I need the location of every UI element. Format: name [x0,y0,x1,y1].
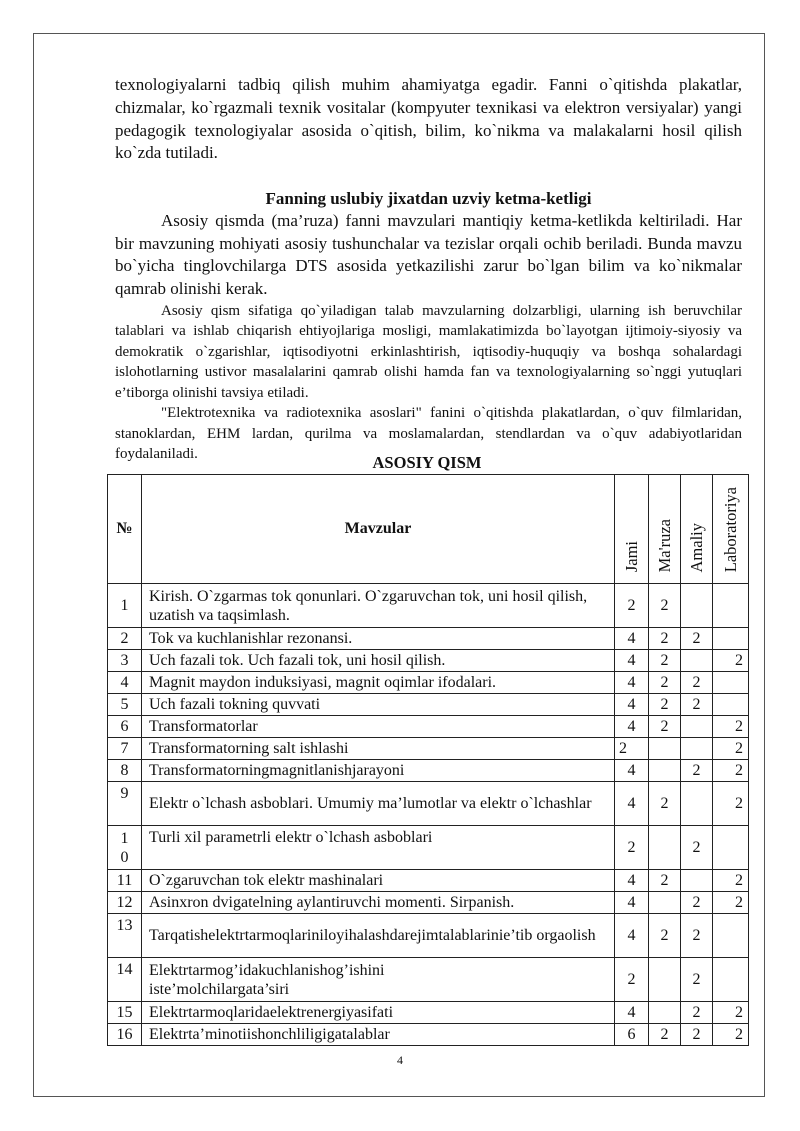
paragraph-asosiy-qismda: Asosiy qismda (ma’ruza) fanni mavzulari mantiqiy ketma-ketlikda keltiriladi. Har bir mavzuning mohiyati asosiy tushunchalar va tezislar orqali ochib beriladi. Bunda mavzu bo`yicha tinglovchilarga DTS asosida yetkazilishi zarur bo`lgan bilim va ko`nikmalar qamrab olinishi kerak. [115,211,742,298]
table-row [108,958,749,1002]
row-lecture [649,1002,681,1024]
page-text [115,74,742,465]
row-lab: 2 [713,782,749,826]
row-total: 4 [615,892,649,914]
header-lecture-cell [649,475,681,584]
row-no: 6 [108,716,142,738]
row-total: 2 [615,584,649,628]
row-total: 4 [615,1002,649,1024]
row-practice: 2 [681,958,713,1002]
row-no [108,826,142,870]
row-no: 13 [108,914,142,958]
row-no: 14 [108,958,142,1002]
row-lab [713,694,749,716]
table-row [108,584,749,628]
row-no: 9 [108,782,142,826]
row-topic: Uch fazali tokning quvvati [142,694,615,716]
table-row [108,694,749,716]
table-header-row [108,475,749,584]
row-lecture: 2 [649,914,681,958]
row-total: 4 [615,782,649,826]
row-no: 8 [108,760,142,782]
row-lab: 2 [713,892,749,914]
row-topic: Elektrta’minotiishonchliligigatalablar [142,1024,615,1046]
table-row [108,870,749,892]
row-practice [681,782,713,826]
row-lab [713,628,749,650]
row-lecture: 2 [649,870,681,892]
row-no: 5 [108,694,142,716]
row-total: 4 [615,650,649,672]
row-practice [681,716,713,738]
row-no: 2 [108,628,142,650]
row-lab [713,914,749,958]
row-practice [681,738,713,760]
row-no: 15 [108,1002,142,1024]
section-heading: Fanning uslubiy jixatdan uzviy ketma-ketligi [265,189,592,209]
row-practice: 2 [681,760,713,782]
row-topic: Kirish. O`zgarmas tok qonunlari. O`zgaruvchan tok, uni hosil qilish, uzatish va taqsimlash. [142,584,615,628]
row-topic: O`zgaruvchan tok elektr mashinalari [142,870,615,892]
row-total: 2 [615,738,649,760]
topics-table [107,474,749,1046]
table-row [108,716,749,738]
row-topic: Elektr o`lchash asboblari. Umumiy ma’lumotlar va elektr o`lchashlar [142,782,615,826]
row-no: 1 [108,584,142,628]
row-lab: 2 [713,1002,749,1024]
row-lecture: 2 [649,650,681,672]
paragraph-talab: Asosiy qism sifatiga qo`yiladigan talab mavzularning dolzarbligi, ularning ish beruvchilar talablari va ishlab chiqarish ehtiyojlariga mosligi, mamlakatimizda bo`layotgan ijtimoiy-siyosiy va demokratik o`zgarishlar, iqtisodiyotni erkinlashtirish, iqtisodiy-huquqiy va boshqa sohalardagi islohotlarning ustivor masalalarini qamrab olishi hamda fan va texnologiyalarning so`nggi yutuqlari e’tiborga olinishi tavsiya etiladi. [115,302,742,401]
row-lecture: 2 [649,782,681,826]
row-practice: 2 [681,672,713,694]
row-practice: 2 [681,914,713,958]
row-practice: 2 [681,892,713,914]
table-row [108,826,749,870]
header-no: № [108,475,142,584]
row-no-line2: 0 [120,848,129,866]
row-lab: 2 [713,650,749,672]
row-no: 3 [108,650,142,672]
table-row [108,672,749,694]
row-no: 16 [108,1024,142,1046]
header-practice-cell [681,475,713,584]
row-topic: Transformatorlar [142,716,615,738]
row-total: 4 [615,716,649,738]
row-no: 7 [108,738,142,760]
header-topics: Mavzular [142,475,615,584]
row-topic: Tok va kuchlanishlar rezonansi. [142,628,615,650]
header-lab-cell [713,475,749,584]
row-lecture [649,738,681,760]
table-row [108,892,749,914]
row-total: 4 [615,672,649,694]
row-total: 4 [615,694,649,716]
row-topic: Tarqatishelektrtarmoqlariniloyihalashdarejimtalablarinie’tib orgaolish [142,914,615,958]
row-lecture [649,760,681,782]
header-practice: Amaliy [686,522,706,572]
table-row [108,782,749,826]
row-topic: Elektrtarmoqlaridaelektrenergiyasifati [142,1002,615,1024]
table-row [108,628,749,650]
row-practice [681,584,713,628]
header-lecture: Ma'ruza [654,518,674,572]
table-title: ASOSIY QISM [372,453,482,472]
table-row [108,760,749,782]
row-lecture: 2 [649,584,681,628]
row-lecture: 2 [649,716,681,738]
row-lecture [649,958,681,1002]
row-lecture: 2 [649,1024,681,1046]
row-topic: Uch fazali tok. Uch fazali tok, uni hosil qilish. [142,650,615,672]
header-lab: Laboratoriya [720,486,740,572]
row-no: 11 [108,870,142,892]
row-total: 2 [615,826,649,870]
row-topic-line1: Elektrtarmog’idakuchlanishog’ishini [149,961,385,979]
row-lecture: 2 [649,628,681,650]
row-lab: 2 [713,760,749,782]
paragraph-resources: "Elektrotexnika va radiotexnika asoslari" fanini o`qitishda plakatlardan, o`quv filmlaridan, stanoklardan, EHM lardan, qurilma va moslamalardan, stendlardan va o`quv adabiyotlaridan foydalaniladi. [115,405,742,463]
row-lecture [649,826,681,870]
table-row [108,1002,749,1024]
row-topic: Transformatorning salt ishlashi [142,738,615,760]
header-total-cell [615,475,649,584]
row-practice [681,870,713,892]
row-practice: 2 [681,694,713,716]
header-total: Jami [621,540,641,572]
row-practice [681,650,713,672]
row-total: 6 [615,1024,649,1046]
row-lab [713,584,749,628]
row-practice: 2 [681,1002,713,1024]
row-lab [713,672,749,694]
row-total: 4 [615,914,649,958]
row-total: 4 [615,628,649,650]
row-topic-line2: iste’molchilargata’siri [149,980,290,998]
row-lab: 2 [713,716,749,738]
page-number: 4 [397,1053,403,1067]
row-topic: Magnit maydon induksiyasi, magnit oqimlar ifodalari. [142,672,615,694]
table-row [108,650,749,672]
row-lecture: 2 [649,694,681,716]
row-lab [713,826,749,870]
row-total: 4 [615,760,649,782]
row-practice: 2 [681,1024,713,1046]
table-row [108,738,749,760]
table-row [108,1024,749,1046]
row-lab: 2 [713,870,749,892]
row-practice: 2 [681,628,713,650]
row-practice: 2 [681,826,713,870]
row-topic [142,958,615,1002]
intro-paragraph: texnologiyalarni tadbiq qilish muhim ahamiyatga egadir. Fanni o`qitishda plakatlar, chizmalar, ko`rgazmali texnik vositalar (kompyuter texnikasi va elektron versiyalar) yangi pedagogik texnologiyalar asosida o`qitish, bilim, ko`nikma va malakalarni hosil qilish ko`zda tutiladi. [115,75,742,163]
row-topic: Asinxron dvigatelning aylantiruvchi momenti. Sirpanish. [142,892,615,914]
row-total: 2 [615,958,649,1002]
table-row [108,914,749,958]
row-lecture: 2 [649,672,681,694]
row-lab: 2 [713,738,749,760]
row-no: 12 [108,892,142,914]
row-topic: Turli xil parametrli elektr o`lchash asboblari [142,826,615,870]
row-lab: 2 [713,1024,749,1046]
row-no: 4 [108,672,142,694]
row-total: 4 [615,870,649,892]
row-topic: Transformatorningmagnitlanishjarayoni [142,760,615,782]
row-lecture [649,892,681,914]
row-no-line1: 1 [120,829,129,847]
row-lab [713,958,749,1002]
